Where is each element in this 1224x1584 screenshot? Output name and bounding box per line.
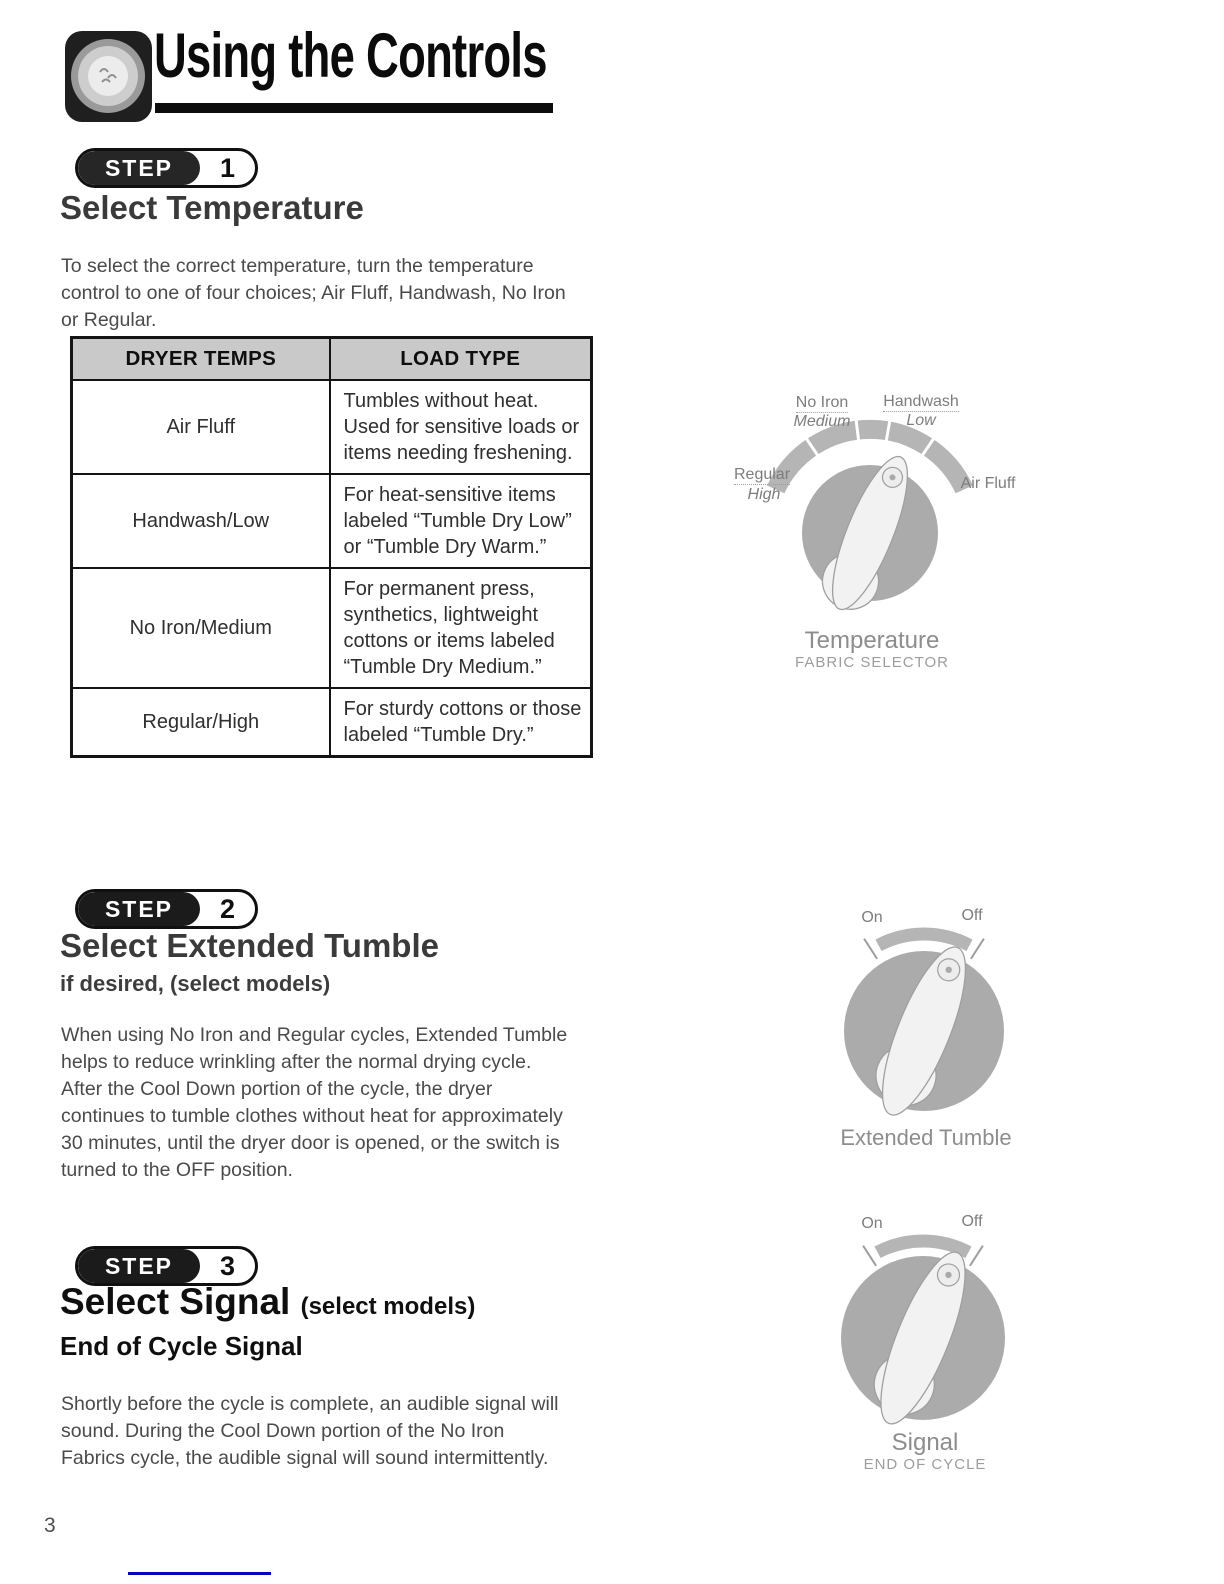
temp-cell: Handwash/Low <box>72 474 330 568</box>
control-knob-icon <box>64 30 153 123</box>
table-row <box>72 380 592 474</box>
dial-label-on: On <box>861 1215 883 1232</box>
table-row <box>72 474 592 568</box>
step-1-badge-number: 1 <box>219 152 236 183</box>
step-2-badge-label: STEP <box>78 892 200 926</box>
step-1-badge-label: STEP <box>78 151 200 185</box>
load-cell: For permanent press, synthetics, lightweight cottons or items labeled “Tumble Dry Medium.” <box>330 568 592 688</box>
col-header-dryer-temps: DRYER TEMPS <box>72 338 330 381</box>
page-number: 3 <box>44 1514 56 1537</box>
dial-label-air-fluff: Air Fluff <box>960 475 1016 492</box>
load-cell: For heat-sensitive items labeled “Tumble Dry Low” or “Tumble Dry Warm.” <box>330 474 592 568</box>
dial-label-regular: Regular <box>733 466 791 483</box>
dial-label-off: Off <box>961 1213 983 1230</box>
dial-label-medium: Medium <box>793 413 851 430</box>
load-cell: Tumbles without heat. Used for sensitive loads or items needing freshening. <box>330 380 592 474</box>
footer-blue-line <box>128 1572 271 1575</box>
step-3-paragraph: Shortly before the cycle is complete, an audible signal will sound. During the Cool Down portion of the No Iron Fabrics cycle, the audible signal will sound intermittently. <box>61 1392 559 1469</box>
step-2-subheading: if desired, (select models) <box>60 971 331 996</box>
temp-cell: Air Fluff <box>72 380 330 474</box>
signal-dial-illustration <box>820 1200 1030 1440</box>
dial-label-no-iron: No Iron <box>795 394 849 411</box>
dial-label-handwash: Handwash <box>883 393 959 410</box>
dial-label-off: Off <box>961 907 983 924</box>
step-1-badge <box>75 148 258 188</box>
col-header-load-type: LOAD TYPE <box>330 338 592 381</box>
page-title: Using the Controls <box>154 21 547 91</box>
step-2-badge-number: 2 <box>219 893 236 924</box>
step-3-heading <box>60 1281 475 1323</box>
extended-tumble-dial-illustration <box>820 895 1030 1125</box>
temp-cell: No Iron/Medium <box>72 568 330 688</box>
step-3-badge <box>75 1246 258 1286</box>
dryer-temps-table <box>70 336 593 758</box>
table-row <box>72 688 592 757</box>
step-3-badge-number: 3 <box>219 1250 236 1281</box>
step-2-heading: Select Extended Tumble <box>60 927 439 964</box>
step-2-badge <box>75 889 258 929</box>
dial-label-on: On <box>861 909 883 926</box>
temperature-dial-caption: Temperature <box>804 627 940 654</box>
dial-label-low: Low <box>906 412 936 429</box>
dial-label-high: High <box>747 486 781 503</box>
step-3-heading-main: Select Signal <box>60 1281 291 1322</box>
step-3-heading-suffix: (select models) <box>300 1293 476 1320</box>
temp-cell: Regular/High <box>72 688 330 757</box>
step-1-heading: Select Temperature <box>60 189 364 226</box>
table-header-row <box>72 338 592 381</box>
step-2-paragraph: When using No Iron and Regular cycles, Extended Tumble helps to reduce wrinkling after the normal drying cycle. After the Cool Down portion of the cycle, the dryer continues to tumble clothes without heat for approximately 30 minutes, until the dryer door is opened, or the switch is turned to the OFF position. <box>61 1023 568 1181</box>
extended-tumble-dial-caption: Extended Tumble <box>840 1125 1012 1150</box>
step-3-badge-label: STEP <box>78 1249 200 1283</box>
signal-dial-caption: Signal <box>891 1429 959 1456</box>
temperature-dial-subcaption: FABRIC SELECTOR <box>795 654 949 671</box>
table-row <box>72 568 592 688</box>
step-3-subheading: End of Cycle Signal <box>60 1331 303 1361</box>
signal-dial-subcaption: END OF CYCLE <box>863 1456 987 1473</box>
load-cell: For sturdy cottons or those labeled “Tumble Dry.” <box>330 688 592 757</box>
title-underline <box>155 103 553 113</box>
step-1-paragraph: To select the correct temperature, turn the temperature control to one of four choices; Air Fluff, Handwash, No Iron or Regular. <box>61 254 566 331</box>
